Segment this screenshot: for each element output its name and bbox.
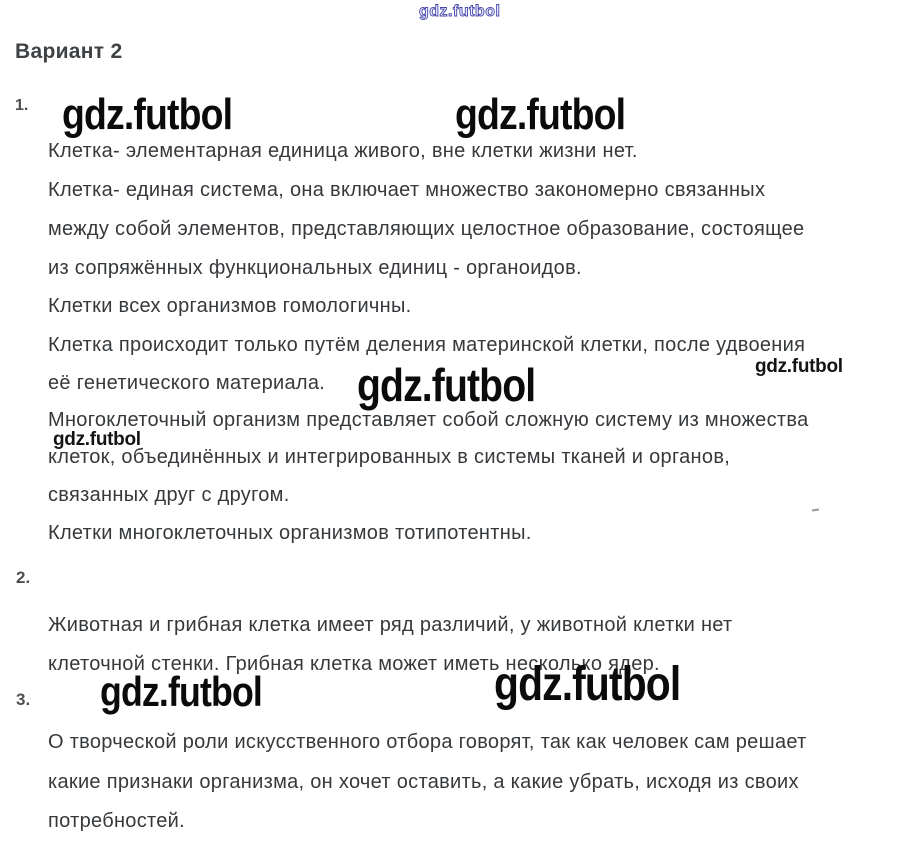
scan-artifact [812,509,819,512]
site-watermark-top: gdz.futbol [419,3,501,20]
site-watermark-large: gdz.futbol [455,90,626,139]
answer-line: связанных друг с другом. [48,484,290,506]
site-watermark-large: gdz.futbol [62,90,233,139]
site-watermark-large: gdz.futbol [494,658,681,711]
answer-line: Клетки многоклеточных организмов тотипотентны. [48,522,532,544]
answer-line: Клетки всех организмов гомологичны. [48,295,412,317]
answer-line: Клетка- элементарная единица живого, вне клетки жизни нет. [48,140,638,162]
answer-line: Многоклеточный организм представляет собой сложную систему из множества [48,409,809,431]
answer-line: О творческой роли искусственного отбора говорят, так как человек сам решает [48,731,807,753]
answer-line: из сопряжённых функциональных единиц - органоидов. [48,257,582,279]
site-watermark-large: gdz.futbol [100,668,263,715]
page-title: Вариант 2 [15,40,123,63]
section-number-2: 2. [16,568,31,587]
answer-line: потребностей. [48,810,186,832]
section-number-1: 1. [15,97,29,114]
site-watermark-small: gdz.futbol [53,429,141,450]
answer-line: её генетического материала. [48,372,326,394]
answer-line: какие признаки организма, он хочет оставить, а какие убрать, исходя из своих [48,771,799,793]
answer-line: Клетка- единая система, она включает множество закономерно связанных [48,179,766,201]
site-watermark-small: gdz.futbol [755,356,843,377]
section-number-3: 3. [16,690,31,709]
answer-line: между собой элементов, представляющих целостное образование, состоящее [48,218,805,240]
answer-line: клеток, объединённых и интегрированных в системы тканей и органов, [48,446,731,468]
answer-line: Животная и грибная клетка имеет ряд различий, у животной клетки нет [48,614,733,636]
answer-line: клеточной стенки. Грибная клетка может иметь несколько ядер. [48,653,660,675]
site-watermark-large: gdz.futbol [357,359,536,411]
answer-line: Клетка происходит только путём деления материнской клетки, после удвоения [48,334,806,356]
